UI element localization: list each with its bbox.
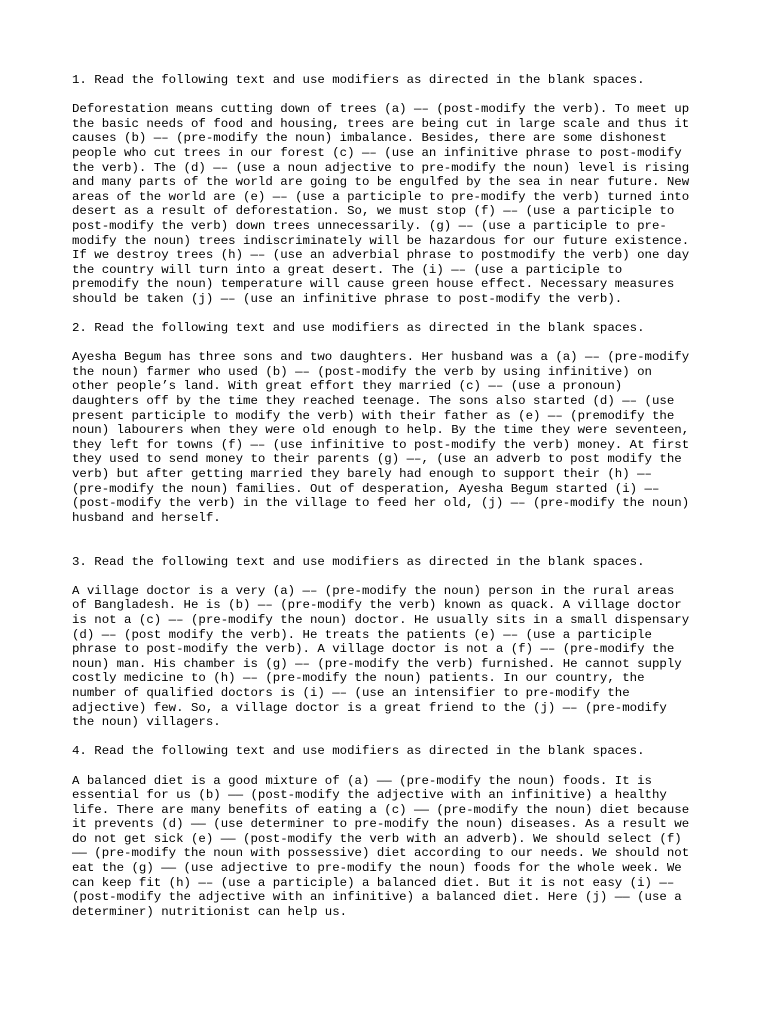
question-heading-3: 3. Read the following text and use modifiers as directed in the blank spaces. bbox=[72, 554, 645, 569]
passage-line: Ayesha Begum has three sons and two daughters. Her husband was a (a) —– (pre-modify bbox=[72, 350, 690, 365]
passage-line: A village doctor is a very (a) —– (pre-modify the noun) person in the rural areas bbox=[72, 583, 675, 598]
passage-line: do not get sick (e) —— (post-modify the verb with an adverb). We should select (f) bbox=[72, 831, 682, 846]
passage-line: causes (b) —– (pre-modify the noun) imbalance. Besides, there are some dishonest bbox=[72, 131, 667, 146]
passage-line: number of qualified doctors is (i) —– (use an intensifier to pre-modify the bbox=[72, 685, 630, 700]
passage-line: premodify the noun) temperature will cause green house effect. Necessary measures bbox=[72, 277, 675, 292]
passage-line: areas of the world are (e) —– (use a participle to pre-modify the verb) turned into bbox=[72, 189, 690, 204]
passage-line: the noun) villagers. bbox=[72, 715, 221, 730]
passage-line: present participle to modify the verb) with their father as (e) —– (premodify the bbox=[72, 408, 675, 423]
passage-line: essential for us (b) —— (post-modify the adjective with an infinitive) a healthy bbox=[72, 788, 667, 803]
passage-line: post-modify the verb) down trees unnecessarily. (g) —– (use a participle to pre- bbox=[72, 218, 667, 233]
passage-line: (post-modify the adjective with an infinitive) a balanced diet. Here (j) —— (use a bbox=[72, 890, 682, 905]
passage-line: A balanced diet is a good mixture of (a) —— (pre-modify the noun) foods. It is bbox=[72, 773, 652, 788]
passage-line: should be taken (j) —– (use an infinitive phrase to post-modify the verb). bbox=[72, 291, 623, 306]
spacer bbox=[72, 569, 698, 584]
document-page bbox=[72, 73, 698, 919]
passage-line: phrase to post-modify the verb). A village doctor is not a (f) —– (pre-modify the bbox=[72, 642, 675, 657]
question-heading-4: 4. Read the following text and use modifiers as directed in the blank spaces. bbox=[72, 744, 645, 759]
spacer bbox=[72, 730, 698, 745]
passage-line: they used to send money to their parents (g) —–, (use an adverb to post modify the bbox=[72, 452, 682, 467]
question-passage-3 bbox=[72, 584, 698, 730]
passage-line: can keep fit (h) —– (use a participle) a balanced diet. But it is not easy (i) —– bbox=[72, 875, 675, 890]
question-passage-2 bbox=[72, 350, 698, 525]
passage-line: the verb). The (d) —– (use a noun adjective to pre-modify the noun) level is rising bbox=[72, 160, 690, 175]
passage-line: modify the noun) trees indiscriminately will be hazardous for our future existence. bbox=[72, 233, 690, 248]
question-passage-4 bbox=[72, 774, 698, 920]
passage-line: husband and herself. bbox=[72, 510, 221, 525]
passage-line: of Bangladesh. He is (b) —– (pre-modify the verb) known as quack. A village doctor bbox=[72, 598, 682, 613]
passage-line: eat the (g) —— (use adjective to pre-modify the noun) foods for the whole week. We bbox=[72, 861, 682, 876]
passage-line: daughters off by the time they reached teenage. The sons also started (d) —– (use bbox=[72, 394, 675, 409]
passage-line: (d) —– (post modify the verb). He treats the patients (e) —– (use a participle bbox=[72, 627, 652, 642]
passage-line: noun) labourers when they were old enough to help. By the time they were seventeen, bbox=[72, 423, 690, 438]
spacer bbox=[72, 307, 698, 322]
passage-line: life. There are many benefits of eating a (c) —— (pre-modify the noun) diet because bbox=[72, 802, 690, 817]
passage-line: people who cut trees in our forest (c) —– (use an infinitive phrase to post-modify bbox=[72, 145, 682, 160]
passage-line: If we destroy trees (h) —– (use an adverbial phrase to postmodify the verb) one day bbox=[72, 248, 690, 263]
passage-line: the noun) farmer who used (b) —– (post-modify the verb by using infinitive) on bbox=[72, 364, 652, 379]
spacer bbox=[72, 525, 698, 554]
passage-line: Deforestation means cutting down of trees (a) —– (post-modify the verb). To meet up bbox=[72, 102, 690, 117]
passage-line: and many parts of the world are going to be engulfed by the sea in near future. New bbox=[72, 175, 690, 190]
spacer bbox=[72, 759, 698, 774]
passage-line: —— (pre-modify the noun with possessive) diet according to our needs. We should not bbox=[72, 846, 690, 861]
passage-line: verb) but after getting married they barely had enough to support their (h) —– bbox=[72, 467, 652, 482]
passage-line: other people’s land. With great effort they married (c) —– (use a pronoun) bbox=[72, 379, 623, 394]
passage-line: they left for towns (f) —– (use infinitive to post-modify the verb) money. At first bbox=[72, 437, 690, 452]
passage-line: desert as a result of deforestation. So, we must stop (f) —– (use a participle to bbox=[72, 204, 675, 219]
passage-line: determiner) nutritionist can help us. bbox=[72, 904, 348, 919]
passage-line: noun) man. His chamber is (g) —– (pre-modify the verb) furnished. He cannot supply bbox=[72, 656, 682, 671]
passage-line: the country will turn into a great desert. The (i) —– (use a participle to bbox=[72, 262, 623, 277]
question-passage-1 bbox=[72, 102, 698, 306]
passage-line: is not a (c) —– (pre-modify the noun) doctor. He usually sits in a small dispensary bbox=[72, 612, 690, 627]
passage-line: costly medicine to (h) —– (pre-modify the noun) patients. In our country, the bbox=[72, 671, 645, 686]
passage-line: (pre-modify the noun) families. Out of desperation, Ayesha Begum started (i) —– bbox=[72, 481, 660, 496]
passage-line: (post-modify the verb) in the village to feed her old, (j) —– (pre-modify the noun) bbox=[72, 496, 690, 511]
passage-line: it prevents (d) —— (use determiner to pre-modify the noun) diseases. As a result we bbox=[72, 817, 690, 832]
passage-line: adjective) few. So, a village doctor is a great friend to the (j) —– (pre-modify bbox=[72, 700, 667, 715]
spacer bbox=[72, 336, 698, 351]
question-heading-1: 1. Read the following text and use modifiers as directed in the blank spaces. bbox=[72, 73, 645, 87]
spacer bbox=[72, 88, 698, 103]
question-heading-2: 2. Read the following text and use modifiers as directed in the blank spaces. bbox=[72, 321, 645, 336]
passage-line: the basic needs of food and housing, trees are being cut in large scale and thus it bbox=[72, 116, 690, 131]
